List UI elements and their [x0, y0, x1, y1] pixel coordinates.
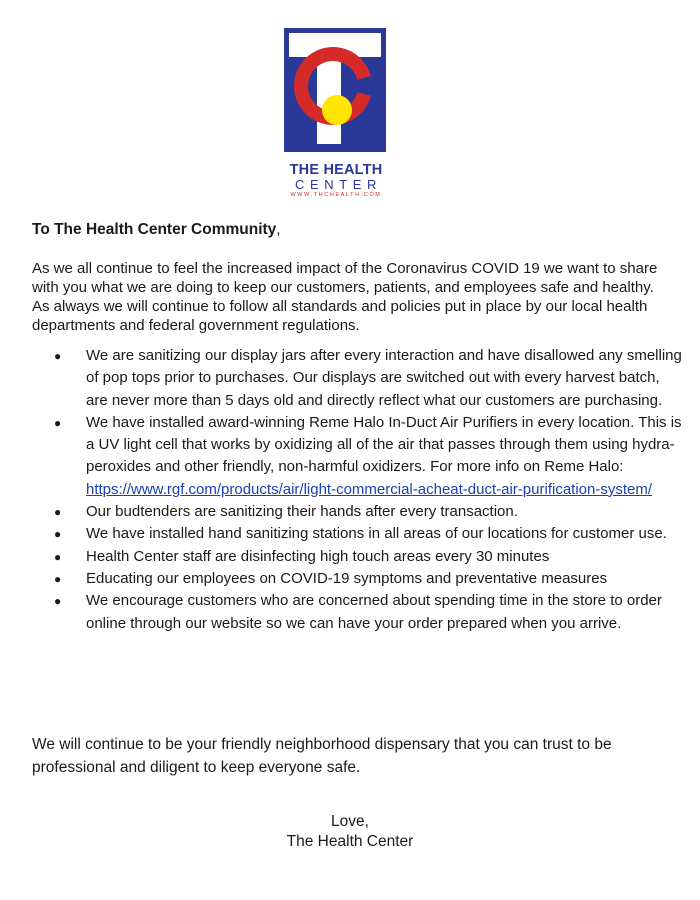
- tc-logo-icon: [284, 28, 386, 152]
- bullet-icon: ●: [54, 594, 62, 609]
- bullet-icon: ●: [54, 571, 62, 586]
- list-item: [32, 523, 682, 545]
- closing-paragraph: We will continue to be your friendly neighborhood dispensary that you can trust to be professional and diligent to keep everyone safe.: [32, 736, 612, 776]
- measures-list: [32, 345, 682, 635]
- list-item-text: We encourage customers who are concerned about spending time in the store to order online through our website so we can have your order prepared when you arrive.: [86, 592, 662, 632]
- list-item: [32, 546, 682, 568]
- list-item-text: Health Center staff are disinfecting high touch areas every 30 minutes: [86, 547, 550, 565]
- list-item: [32, 345, 682, 412]
- list-item: [32, 412, 682, 501]
- list-item-text: Educating our employees on COVID-19 symptoms and preventative measures: [86, 569, 608, 587]
- signoff-signature: The Health Center: [286, 832, 414, 850]
- logo-name-line1: THE HEALTH: [289, 162, 383, 178]
- list-item-text: We have installed hand sanitizing stations in all areas of our locations for customer use.: [86, 525, 667, 543]
- salutation-bold: To The Health Center Community: [32, 221, 277, 238]
- intro-paragraph: As we all continue to feel the increased impact of the Coronavirus COVID 19 we want to share with you what we are doing to keep our customers, patients, and employees safe and healthy. As always we will continue to follow all standards and policies put in place by our local health departments and federal government regulations.: [32, 260, 658, 334]
- bullet-icon: ●: [54, 505, 62, 520]
- list-item-text: We have installed award-winning Reme Halo In-Duct Air Purifiers in every location. This is a UV light cell that works by oxidizing all of the air that passes through them using hydra-peroxides and other friendly, non-harmful oxidizers. For more info on Reme Halo:: [86, 413, 682, 476]
- salutation: [32, 221, 281, 239]
- signoff: [0, 812, 700, 851]
- signoff-love: Love,: [331, 813, 369, 830]
- bullet-icon: ●: [54, 549, 62, 564]
- salutation-punct: ,: [276, 221, 281, 238]
- reme-halo-link[interactable]: https://www.rgf.com/products/air/light-commercial-acheat-duct-air-purification-system/: [86, 480, 653, 498]
- bullet-icon: ●: [54, 527, 62, 542]
- list-item-text: Our budtenders are sanitizing their hands after every transaction.: [86, 503, 518, 521]
- list-item: [32, 590, 682, 635]
- list-item-text: We are sanitizing our display jars after every interaction and have disallowed any smelling of pop tops prior to purchases. Our displays are switched out with every harvest batch, are never more than 5 days old and directly reflect what our customers are purchasing.: [86, 347, 682, 409]
- bullet-icon: ●: [54, 349, 62, 363]
- list-item: [32, 501, 682, 523]
- logo-url: WWW.THCHEALTH.COM: [290, 192, 382, 198]
- bullet-icon: ●: [54, 415, 62, 430]
- list-item: [32, 568, 682, 590]
- logo-name-line2: CENTER: [294, 177, 383, 192]
